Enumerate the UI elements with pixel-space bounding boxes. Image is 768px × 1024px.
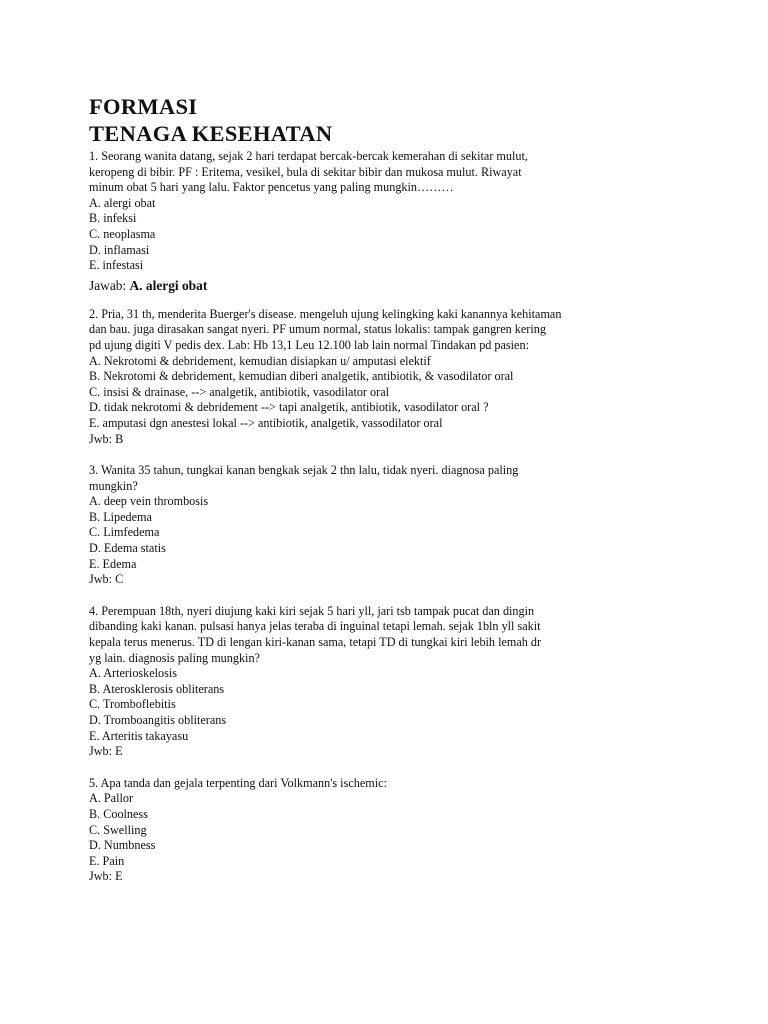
question-5-option-b: B. Coolness <box>89 806 148 821</box>
question-3-option-c: C. Limfedema <box>89 525 160 540</box>
question-4-option-d: D. Tromboangitis obliterans <box>89 713 227 727</box>
question-1-stem-line: 1. Seorang wanita datang, sejak 2 hari terdapat bercak-bercak kemerahan di sekitar mulut, <box>89 149 528 163</box>
question-1-stem-line: keropeng di bibir. PF : Eritema, vesikel, bula di sekitar bibir dan mukosa mulut. Riwayat <box>89 164 522 179</box>
question-3-stem-line: 3. Wanita 35 tahun, tungkai kanan bengkak sejak 2 thn lalu, tidak nyeri. diagnosa paling <box>89 463 519 478</box>
question-4-option-c: C. Tromboflebitis <box>89 697 176 712</box>
question-2-stem-line: dan bau. juga dirasakan sangat nyeri. PF umum normal, status lokalis: tampak gangren kering <box>89 322 546 337</box>
question-1-stem-line: minum obat 5 hari yang lalu. Faktor pencetus yang paling mungkin……… <box>89 180 454 195</box>
question-2-option-a: A. Nekrotomi & debridement, kemudian disiapkan u/ amputasi elektif <box>89 353 431 368</box>
question-3-option-a: A. deep vein thrombosis <box>89 494 209 509</box>
question-1-option-b: B. infeksi <box>89 211 137 226</box>
question-3-option-d: D. Edema statis <box>89 541 166 556</box>
question-5-option-a: A. Pallor <box>89 791 134 806</box>
question-4-option-a: A. Arterioskelosis <box>89 666 178 681</box>
question-3-option-b: B. Lipedema <box>89 509 152 524</box>
question-2-option-e: E. amputasi dgn anestesi lokal --> antibiotik, analgetik, vassodilator oral <box>89 415 443 430</box>
question-3-stem-line: mungkin? <box>89 478 138 493</box>
question-1-option-d: D. inflamasi <box>89 242 150 257</box>
question-3 <box>89 463 629 588</box>
answer-text: A. alergi obat <box>129 277 208 293</box>
question-3-option-e: E. Edema <box>89 556 137 571</box>
question-5-stem-line: 5. Apa tanda dan gejala terpenting dari Volkmann's ischemic: <box>89 775 387 790</box>
question-3-answer: Jwb: C <box>89 572 124 587</box>
question-5-option-c: C. Swelling <box>89 822 147 837</box>
question-5-option-d: D. Numbness <box>89 838 156 853</box>
question-4-stem-line: 4. Perempuan 18th, nyeri diujung kaki kiri sejak 5 hari yll, jari tsb tampak pucat dan dingin <box>89 603 535 618</box>
question-1-option-c: C. neoplasma <box>89 226 156 241</box>
title-line-2: TENAGA KESEHATAN <box>89 121 333 146</box>
document-content <box>89 93 629 885</box>
question-2-answer: Jwb: B <box>89 431 124 446</box>
question-4-option-e: E. Arteritis takayasu <box>89 728 189 743</box>
question-2-stem-line: pd ujung digiti V pedis dex. Lab: Hb 13,1 Leu 12.100 lab lain normal Tindakan pd pasien: <box>89 337 529 352</box>
question-1-option-a: A. alergi obat <box>89 195 156 210</box>
question-1-answer <box>89 277 629 294</box>
question-2 <box>89 307 629 447</box>
question-4-option-b: B. Aterosklerosis obliterans <box>89 681 225 696</box>
question-2-option-d: D. tidak nekrotomi & debridement --> tapi analgetik, antibiotik, vasodilator oral ? <box>89 400 489 415</box>
question-4-stem-line: yg lain. diagnosis paling mungkin? <box>89 650 260 665</box>
question-4 <box>89 604 629 760</box>
question-2-option-c: C. insisi & drainase, --> analgetik, antibiotik, vasodilator oral <box>89 384 389 399</box>
question-2-stem-line: 2. Pria, 31 th, menderita Buerger's disease. mengeluh ujung kelingking kaki kanannya kehitaman <box>89 306 562 321</box>
question-5-option-e: E. Pain <box>89 853 125 868</box>
question-2-option-b: B. Nekrotomi & debridement, kemudian diberi analgetik, antibiotik, & vasodilator oral <box>89 369 514 384</box>
question-1-option-e: E. infestasi <box>89 258 144 273</box>
question-4-stem-line: dibanding kaki kanan. pulsasi hanya jelas teraba di inguinal tetapi lemah. sejak 1bln yll sakit <box>89 619 541 634</box>
answer-prefix: Jawab: <box>89 277 130 293</box>
question-4-answer: Jwb: E <box>89 744 123 759</box>
question-1 <box>89 149 629 294</box>
question-4-stem-line: kepala terus menerus. TD di lengan kiri-kanan sama, tetapi TD di tungkai kiri lebih lemah dr <box>89 635 542 650</box>
question-5-answer: Jwb: E <box>89 869 123 884</box>
question-5 <box>89 776 629 885</box>
title-line-1: FORMASI <box>89 94 198 119</box>
